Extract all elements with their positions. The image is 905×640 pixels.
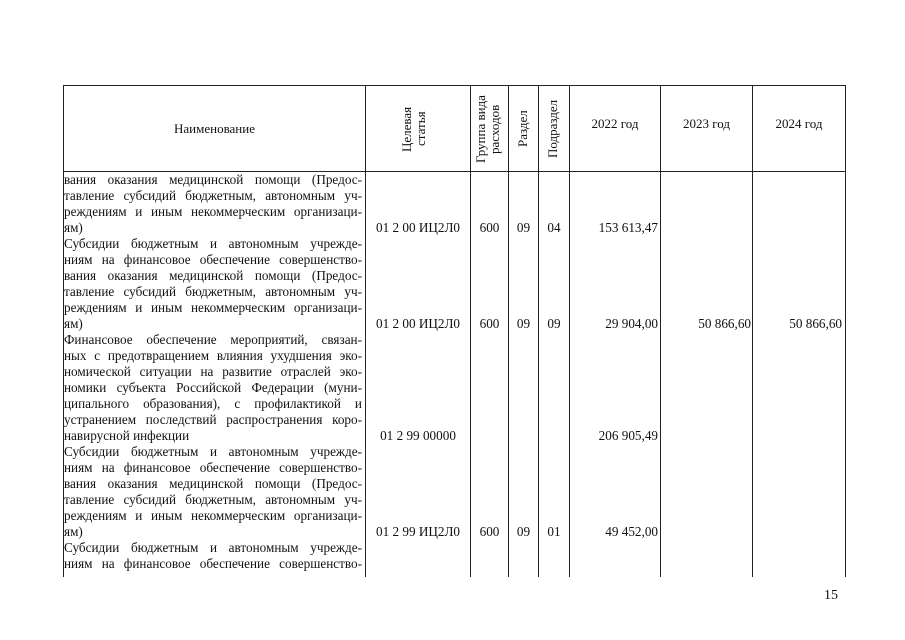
header-target-article: Целевая статья	[399, 106, 428, 152]
row-group: 600	[479, 524, 500, 539]
row-section: 09	[516, 220, 531, 235]
header-subsection: Подраздел	[545, 99, 560, 159]
row-code: 01 2 99 00000	[380, 428, 456, 443]
row-code: 01 2 00 ИЦ2Л0	[375, 316, 461, 331]
header-2022: 2022 год	[591, 116, 639, 131]
row-2022: 153 613,47	[598, 220, 658, 235]
row-2022: 29 904,00	[605, 316, 658, 331]
table-top-border	[63, 85, 846, 86]
row-2024: 50 866,60	[789, 316, 842, 331]
row-code: 01 2 99 ИЦ2Л0	[375, 524, 461, 539]
row-code: 01 2 00 ИЦ2Л0	[375, 220, 461, 235]
header-2023: 2023 год	[683, 116, 730, 131]
row-2023: 50 866,60	[698, 316, 751, 331]
header-section: Раздел	[515, 110, 530, 148]
row-group: 600	[479, 316, 500, 331]
header-name: Наименование	[174, 121, 255, 136]
row-name: Финансовое обеспечение мероприятий, связан- ных с предотвращением влияния ухудшения эко- номической ситуации на развитие отраслей эко- номики субъекта Российской Федерации (муни- ципального образования), с профилактикой и устранением последствий распространения коро- навирусной инфекции	[64, 332, 362, 443]
row-name: Субсидии бюджетным и автономным учрежде- ниям на финансовое обеспечение совершенство- вания оказания медицинской помощи (Предос- тавление субсидий бюджетным, автономным уч- реждениям и иным некоммерческим организаци- ям)	[64, 236, 362, 331]
row-section: 09	[516, 524, 531, 539]
row-name: Субсидии бюджетным и автономным учрежде- ниям на финансовое обеспечение совершенство- вания оказания медицинской помощи (Предос- тавление субсидий бюджетным, автономным уч- реждениям и иным некоммерческим организаци- ям)	[64, 444, 362, 539]
col-border	[845, 85, 846, 577]
row-name: вания оказания медицинской помощи (Предос- тавление субсидий бюджетным, автономным уч- реждениям и иным некоммерческим организаци- ям)	[64, 172, 362, 235]
row-2022: 206 905,49	[598, 428, 658, 443]
row-subsection: 04	[547, 220, 561, 235]
row-section: 09	[516, 316, 531, 331]
page-number: 15	[824, 588, 838, 603]
row-subsection: 01	[547, 524, 561, 539]
row-subsection: 09	[547, 316, 561, 331]
header-2024: 2024 год	[775, 116, 823, 131]
row-group: 600	[479, 220, 500, 235]
col-border	[660, 85, 661, 577]
header-expense-group: Группа вида расходов	[473, 95, 502, 163]
row-2022: 49 452,00	[605, 524, 658, 539]
row-name: Субсидии бюджетным и автономным учрежде- ниям на финансовое обеспечение совершенство-	[64, 540, 362, 571]
